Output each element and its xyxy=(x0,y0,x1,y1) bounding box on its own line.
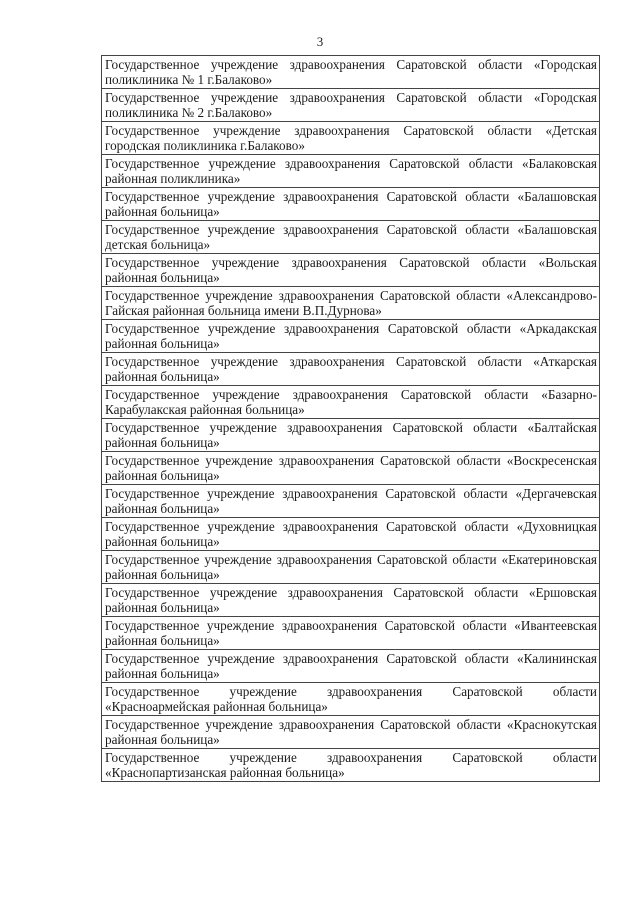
institution-name-cell: Государственное учреждение здравоохранения Саратовской области «Духовницкая районная больница» xyxy=(102,518,600,551)
institution-name-cell: Государственное учреждение здравоохранения Саратовской области «Балаковская районная поликлиника» xyxy=(102,155,600,188)
table-row xyxy=(102,386,600,419)
table-row xyxy=(102,419,600,452)
table-row xyxy=(102,56,600,89)
institutions-table-body xyxy=(102,56,600,782)
page-number: 3 xyxy=(316,34,324,49)
table-row xyxy=(102,254,600,287)
institution-name-cell: Государственное учреждение здравоохранения Саратовской области «Екатериновская районная больница» xyxy=(102,551,600,584)
institution-name-cell: Государственное учреждение здравоохранения Саратовской области «Воскресенская районная больница» xyxy=(102,452,600,485)
table-row xyxy=(102,155,600,188)
institutions-table xyxy=(101,55,600,782)
institution-name-cell: Государственное учреждение здравоохранения Саратовской области «Краснокутская районная больница» xyxy=(102,716,600,749)
institution-name-cell: Государственное учреждение здравоохранения Саратовской области «Калининская районная больница» xyxy=(102,650,600,683)
table-row xyxy=(102,551,600,584)
institution-name-cell: Государственное учреждение здравоохранения Саратовской области «Базарно-Карабулакская районная больница» xyxy=(102,386,600,419)
institution-name-cell: Государственное учреждение здравоохранения Саратовской области «Аркадакская районная больница» xyxy=(102,320,600,353)
table-row xyxy=(102,617,600,650)
table-row xyxy=(102,320,600,353)
table-row xyxy=(102,650,600,683)
institution-name-cell: Государственное учреждение здравоохранения Саратовской области «Городская поликлиника № 2 г.Балаково» xyxy=(102,89,600,122)
table-row xyxy=(102,122,600,155)
table-row xyxy=(102,452,600,485)
institution-name-cell: Государственное учреждение здравоохранения Саратовской области «Краснопартизанская районная больница» xyxy=(102,749,600,782)
table-row xyxy=(102,287,600,320)
institution-name-cell: Государственное учреждение здравоохранения Саратовской области «Красноармейская районная больница» xyxy=(102,683,600,716)
table-row xyxy=(102,683,600,716)
institution-name-cell: Государственное учреждение здравоохранения Саратовской области «Балтайская районная больница» xyxy=(102,419,600,452)
institution-name-cell: Государственное учреждение здравоохранения Саратовской области «Дергачевская районная больница» xyxy=(102,485,600,518)
institution-name-cell: Государственное учреждение здравоохранения Саратовской области «Александрово-Гайская районная больница имени В.П.Дурнова» xyxy=(102,287,600,320)
institution-name-cell: Государственное учреждение здравоохранения Саратовской области «Детская городская поликлиника г.Балаково» xyxy=(102,122,600,155)
table-row xyxy=(102,518,600,551)
institution-name-cell: Государственное учреждение здравоохранения Саратовской области «Аткарская районная больница» xyxy=(102,353,600,386)
institution-name-cell: Государственное учреждение здравоохранения Саратовской области «Городская поликлиника № 1 г.Балаково» xyxy=(102,56,600,89)
institution-name-cell: Государственное учреждение здравоохранения Саратовской области «Балашовская районная больница» xyxy=(102,188,600,221)
institution-name-cell: Государственное учреждение здравоохранения Саратовской области «Ершовская районная больница» xyxy=(102,584,600,617)
institution-name-cell: Государственное учреждение здравоохранения Саратовской области «Балашовская детская больница» xyxy=(102,221,600,254)
institution-name-cell: Государственное учреждение здравоохранения Саратовской области «Вольская районная больница» xyxy=(102,254,600,287)
table-row xyxy=(102,188,600,221)
table-row xyxy=(102,749,600,782)
table-row xyxy=(102,584,600,617)
table-row xyxy=(102,716,600,749)
institution-name-cell: Государственное учреждение здравоохранения Саратовской области «Ивантеевская районная больница» xyxy=(102,617,600,650)
table-row xyxy=(102,353,600,386)
table-row xyxy=(102,221,600,254)
table-row xyxy=(102,89,600,122)
table-row xyxy=(102,485,600,518)
